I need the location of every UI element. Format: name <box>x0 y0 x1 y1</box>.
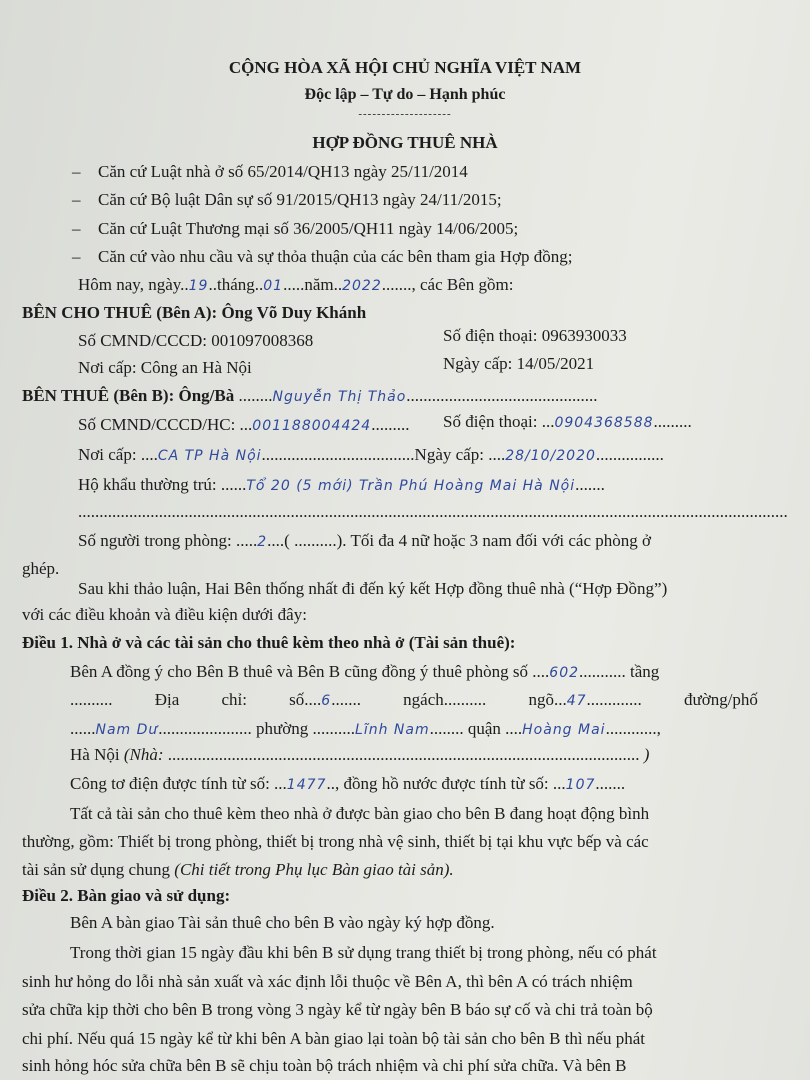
party-a-issued-place: Nơi cấp: Công an Hà Nội <box>78 358 252 377</box>
assets-line1: Tất cả tài sản cho thuê kèm theo nhà ở được bàn giao cho bên B đang hoạt động bình <box>70 804 650 823</box>
party-b-residence: Hộ khẩu thường trú: ......Tổ 20 (5 mới) Trần Phú Hoàng Mai Hà Nội....... <box>78 475 605 494</box>
lane-value: 47 <box>566 693 587 709</box>
party-b-issued-place-value: CA TP Hà Nội <box>157 448 262 464</box>
motto: Độc lập – Tự do – Hạnh phúc <box>304 86 506 103</box>
address-line: .......... Địa chỉ: số....6....... ngách.......... ngõ...47............. đường/phố <box>70 690 758 709</box>
article-2-p2-line5: sinh hỏng hóc sửa chữa bên B sẽ chịu toàn bộ trách nhiệm và chi phí sửa chữa. Và bên B <box>22 1056 627 1075</box>
article-1-heading: Điều 1. Nhà ở và các tài sản cho thuê kèm theo nhà ở (Tài sản thuê): <box>22 633 516 652</box>
article-2-p2-line3: sửa chữa kịp thời cho bên B trong vòng 3 ngày kể từ ngày bên B báo sự cố và chi trả toàn bộ <box>22 1000 653 1019</box>
party-a-issued-date: Ngày cấp: 14/05/2021 <box>443 354 595 373</box>
agreement-line1: Sau khi thảo luận, Hai Bên thống nhất đi đến ký kết Hợp đồng thuê nhà (“Hợp Đồng”) <box>78 579 668 598</box>
basis-item: – Căn cứ vào nhu cầu và sự thỏa thuận của các bên tham gia Hợp đồng; <box>72 247 573 266</box>
article-2-heading: Điều 2. Bàn giao và sử dụng: <box>22 886 231 905</box>
party-a-id: Số CMND/CCCD: 001097008368 <box>78 331 314 350</box>
party-b-issued: Nơi cấp: ....CA TP Hà Nội....................................Ngày cấp: ....28/10/2020................ <box>78 445 664 464</box>
party-b-phone-value: 0904368588 <box>554 415 654 431</box>
day-value: 19 <box>188 278 209 294</box>
assets-line2: thường, gồm: Thiết bị trong phòng, thiết bị trong nhà vệ sinh, thiết bị tại khu vực bếp và các <box>22 832 649 851</box>
party-a-phone: Số điện thoại: 0963930033 <box>443 326 627 345</box>
house-number-value: 6 <box>321 693 332 709</box>
article-2-p2-line2: sinh hư hỏng do lỗi nhà sản xuất và xác định lỗi thuộc về Bên A, thì bên A có trách nhiệm <box>22 972 633 991</box>
party-b-id-value: 001188004424 <box>252 418 372 434</box>
month-value: 01 <box>263 278 284 294</box>
article-2-p2-line4: chi phí. Nếu quá 15 ngày kể từ khi bên A bàn giao lại toàn bộ tài sản cho bên B thì nếu phát <box>22 1029 645 1048</box>
ward-line: ......Nam Dư...................... phường ..........Lĩnh Nam........ quận ....Hoàng Mai............, <box>70 719 661 738</box>
street-value: Nam Dư <box>95 722 159 738</box>
district-value: Hoàng Mai <box>522 722 606 738</box>
city-line: Hà Nội (Nhà: ............................................................................................................... ) <box>70 745 650 764</box>
occupants-value: 2 <box>257 534 268 550</box>
date-line: Hôm nay, ngày..19..tháng..01.....năm..2022......., các Bên gồm: <box>78 275 514 294</box>
agreement-line2: với các điều khoản và điều kiện dưới đây: <box>22 605 307 624</box>
residence-continuation: ....................................................................................................................................................................... <box>78 502 788 521</box>
basis-item: – Căn cứ Luật Thương mại số 36/2005/QH11 ngày 14/06/2005; <box>72 219 519 238</box>
basis-item: – Căn cứ Luật nhà ở số 65/2014/QH13 ngày 25/11/2014 <box>72 162 468 181</box>
party-b-issued-date-value: 28/10/2020 <box>505 448 596 464</box>
ward-value: Lĩnh Nam <box>355 722 430 738</box>
country-heading: CỘNG HÒA XÃ HỘI CHỦ NGHĨA VIỆT NAM <box>228 58 582 77</box>
meter-line: Công tơ điện được tính từ số: ...1477.., đồng hồ nước được tính từ số: ...107....... <box>70 774 626 793</box>
article-2-p2-line1: Trong thời gian 15 ngày đầu khi bên B sử dụng trang thiết bị trong phòng, nếu có phát <box>70 943 657 962</box>
party-a-heading: BÊN CHO THUÊ (Bên A): Ông Võ Duy Khánh <box>22 303 367 322</box>
contract-title: HỢP ĐỒNG THUÊ NHÀ <box>312 133 498 152</box>
room-line: Bên A đồng ý cho Bên B thuê và Bên B cũng đồng ý thuê phòng số ....602........... tầng <box>70 662 660 681</box>
party-b-name: Nguyễn Thị Thảo <box>272 389 407 405</box>
party-b-heading: BÊN THUÊ (Bên B): Ông/Bà ........Nguyễn Thị Thảo............................................. <box>22 386 598 405</box>
party-b-id: Số CMND/CCCD/HC: ...001188004424......... <box>78 415 410 434</box>
assets-line3: tài sản sử dụng chung (Chi tiết trong Phụ lục Bàn giao tài sản). <box>22 860 454 879</box>
year-value: 2022 <box>342 278 382 294</box>
occupants-continuation: ghép. <box>22 559 60 578</box>
room-value: 602 <box>549 665 580 681</box>
occupants-line: Số người trong phòng: .....2....( ..........). Tối đa 4 nữ hoặc 3 nam đối với các phòng ở <box>78 531 651 550</box>
divider: -------------------- <box>358 108 452 120</box>
water-meter-value: 107 <box>565 777 596 793</box>
party-b-residence-value: Tổ 20 (5 mới) Trần Phú Hoàng Mai Hà Nội <box>246 478 576 494</box>
party-b-phone: Số điện thoại: ...0904368588......... <box>443 412 692 431</box>
basis-item: – Căn cứ Bộ luật Dân sự số 91/2015/QH13 ngày 24/11/2015; <box>72 190 502 209</box>
article-2-p1: Bên A bàn giao Tài sản thuê cho bên B vào ngày ký hợp đồng. <box>70 913 495 932</box>
electric-meter-value: 1477 <box>286 777 327 793</box>
